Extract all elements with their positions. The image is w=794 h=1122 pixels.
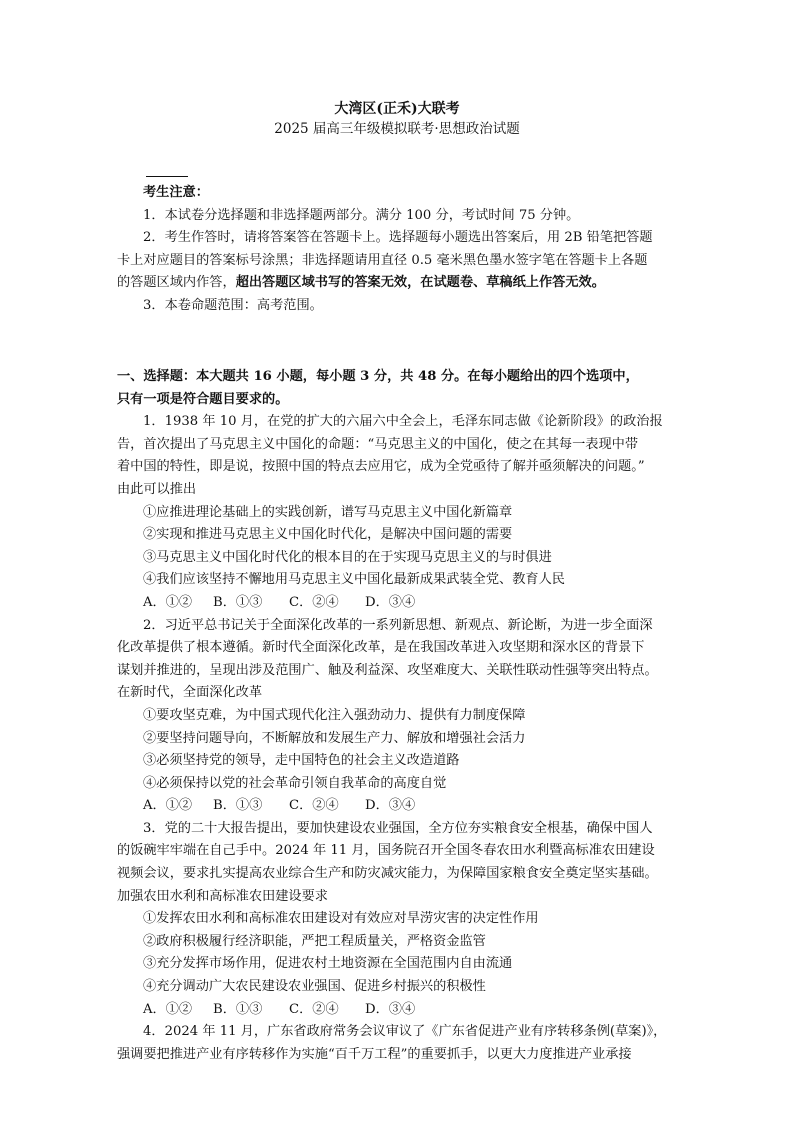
- q1-stem-line-3: 着中国的特性，即是说，按照中国的特点去应用它，成为全党亟待了解并亟须解决的问题。”: [117, 459, 645, 475]
- exam-subtitle: 2025 届高三年级模拟联考·思想政治试题: [274, 121, 520, 137]
- q2-option-3: ③必须坚持党的领导，走中国特色的社会主义改造道路: [143, 753, 460, 769]
- q1-option-1: ①应推进理论基础上的实践创新，谱写马克思主义中国化新篇章: [143, 504, 513, 520]
- q2-choice-c: C．②④: [289, 798, 339, 814]
- q1-option-3: ③马克思主义中国化时代化的根本目的在于实现马克思主义的与时俱进: [143, 549, 552, 565]
- q1-option-2: ②实现和推进马克思主义中国化时代化，是解决中国问题的需要: [143, 527, 513, 543]
- q1-stem-line-4: 由此可以推出: [117, 481, 197, 497]
- questions-section: [117, 366, 677, 1066]
- q2-answer-choices: [117, 795, 677, 818]
- q1-choice-a: A．①②: [143, 594, 193, 610]
- q1-stem-line-1: 1．1938 年 10 月，在党的扩大的六届六中全会上，毛泽东同志做《论新阶段》的政治报: [143, 414, 663, 430]
- notice-item-2-line-3-plain: 的答题区域内作答，: [117, 275, 236, 291]
- q3-choice-a: A．①②: [143, 1001, 193, 1017]
- q2-option-1: ①要攻坚克难，为中国式现代化注入强劲动力、提供有力制度保障: [143, 707, 526, 723]
- notice-item-2-line-3-emphasis: 超出答题区域书写的答案无效，在试题卷、草稿纸上作答无效。: [235, 275, 605, 291]
- q2-option-2: ②要坚持问题导向，不断解放和发展生产力、解放和增强社会活力: [143, 730, 526, 746]
- q2-stem-line-2: 化改革提供了根本遵循。新时代全面深化改革，是在我国改革进入攻坚期和深水区的背景下: [117, 640, 645, 656]
- q4-stem-line-1: 4．2024 年 11 月，广东省政府常务会议审议了《广东省促进产业有序转移条例(草案)》，: [143, 1024, 667, 1040]
- divider-line: [146, 176, 188, 177]
- q3-option-2: ②政府积极履行经济职能，严把工程质量关，严格资金监管: [143, 933, 486, 949]
- section-heading-line-2: 只有一项是符合题目要求的。: [117, 391, 289, 407]
- q3-option-4: ④充分调动广大农民建设农业强国、促进乡村振兴的积极性: [143, 979, 486, 995]
- q2-stem-line-3: 谋划并推进的，呈现出涉及范围广、触及利益深、攻坚难度大、关联性联动性强等突出特点。: [117, 662, 658, 678]
- q2-stem-line-4: 在新时代，全面深化改革: [117, 685, 263, 701]
- q3-choice-b: B．①③: [213, 1001, 263, 1017]
- q1-choice-b: B．①③: [213, 594, 263, 610]
- q1-stem-line-2: 告，首次提出了马克思主义中国化的命题：“马克思主义的中国化，使之在其每一表现中带: [117, 436, 639, 452]
- q3-option-1: ①发挥农田水利和高标准农田建设对有效应对旱涝灾害的决定性作用: [143, 911, 539, 927]
- exam-title: 大湾区(正禾)大联考: [334, 101, 460, 117]
- q3-answer-choices: [117, 999, 677, 1022]
- q3-stem-line-2: 的饭碗牢牢端在自己手中。2024 年 11 月，国务院召开全国冬春农田水利暨高标准农田建设: [117, 843, 655, 859]
- q4-stem-line-2: 强调要把推进产业有序转移作为实施“百千万工程”的重要抓手，以更大力度推进产业承接: [117, 1046, 632, 1062]
- q3-option-3: ③充分发挥市场作用，促进农村土地资源在全国范围内自由流通: [143, 956, 513, 972]
- q3-stem-line-4: 加强农田水利和高标准农田建设要求: [117, 888, 328, 904]
- q3-choice-c: C．②④: [289, 1001, 339, 1017]
- notice-heading: 考生注意：: [143, 185, 209, 200]
- notice-section: [117, 182, 677, 318]
- q3-choice-d: D．③④: [365, 1001, 416, 1017]
- q2-choice-b: B．①③: [213, 798, 263, 814]
- q1-option-4: ④我们应该坚持不懈地用马克思主义中国化最新成果武装全党、教育人民: [143, 572, 565, 588]
- q2-option-4: ④必须保持以党的社会革命引领自我革命的高度自觉: [143, 775, 447, 791]
- notice-item-1: 1．本试卷分选择题和非选择题两部分。满分 100 分，考试时间 75 分钟。: [143, 207, 580, 223]
- q3-stem-line-3: 视频会议，要求扎实提高农业综合生产和防灾减灾能力，为保障国家粮食安全奠定坚实基础。: [117, 866, 658, 882]
- notice-item-3: 3．本卷命题范围：高考范围。: [143, 297, 323, 313]
- q2-stem-line-1: 2．习近平总书记关于全面深化改革的一系列新思想、新观点、新论断，为进一步全面深: [143, 617, 653, 633]
- q1-choice-d: D．③④: [365, 594, 416, 610]
- q3-stem-line-1: 3．党的二十大报告提出，要加快建设农业强国，全方位夯实粮食安全根基，确保中国人: [143, 820, 653, 836]
- q1-answer-choices: [117, 592, 677, 615]
- q2-choice-d: D．③④: [365, 798, 416, 814]
- q1-choice-c: C．②④: [289, 594, 339, 610]
- notice-item-2-line-2: 卡上对应题目的答案标号涂黑；非选择题请用直径 0.5 毫米黑色墨水签字笔在答题卡上各题: [117, 252, 648, 268]
- section-heading-line-1: 一、选择题：本大题共 16 小题，每小题 3 分，共 48 分。在每小题给出的四个选项中，: [117, 369, 639, 384]
- notice-item-2-line-3: [117, 272, 677, 295]
- q2-choice-a: A．①②: [143, 798, 193, 814]
- notice-item-2-line-1: 2．考生作答时，请将答案答在答题卡上。选择题每小题选出答案后，用 2B 铅笔把答题: [143, 230, 653, 246]
